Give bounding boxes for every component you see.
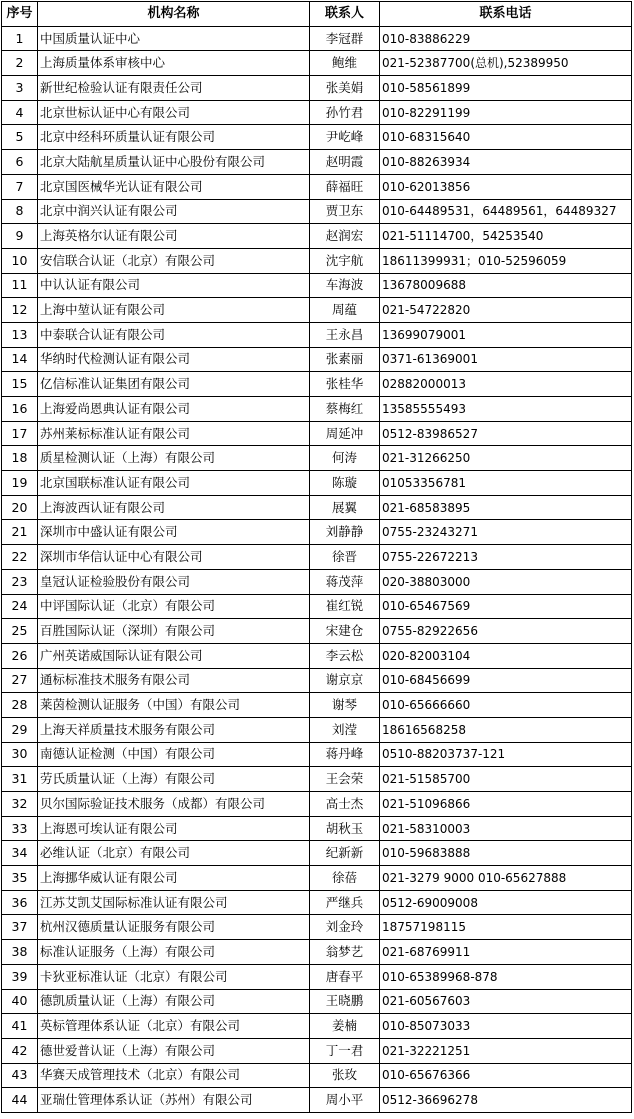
header-number: 序号 xyxy=(2,2,38,27)
contact-person: 谢琴 xyxy=(310,693,380,718)
organization-name: 上海恩可埃认证有限公司 xyxy=(38,816,310,841)
contact-person: 尹屹峰 xyxy=(310,125,380,150)
table-row xyxy=(2,742,632,767)
row-number: 16 xyxy=(2,397,38,422)
organization-name: 百胜国际认证（深圳）有限公司 xyxy=(38,619,310,644)
contact-phone: 021-51096866 xyxy=(380,792,632,817)
organization-name: 必维认证（北京）有限公司 xyxy=(38,841,310,866)
contact-person: 鲍维 xyxy=(310,51,380,76)
table-row xyxy=(2,545,632,570)
contact-person: 崔红锐 xyxy=(310,594,380,619)
organization-name: 亿信标准认证集团有限公司 xyxy=(38,372,310,397)
table-row xyxy=(2,866,632,891)
contact-person: 展翼 xyxy=(310,495,380,520)
contact-person: 翁梦艺 xyxy=(310,940,380,965)
table-row xyxy=(2,964,632,989)
row-number: 11 xyxy=(2,273,38,298)
table-row xyxy=(2,1014,632,1039)
table-row xyxy=(2,569,632,594)
contact-phone: 0512-36696278 xyxy=(380,1088,632,1113)
table-row xyxy=(2,224,632,249)
contact-person: 宋建仓 xyxy=(310,619,380,644)
row-number: 26 xyxy=(2,643,38,668)
contact-phone: 010-82291199 xyxy=(380,100,632,125)
contact-phone: 021-60567603 xyxy=(380,989,632,1014)
contact-person: 陈璇 xyxy=(310,471,380,496)
row-number: 17 xyxy=(2,421,38,446)
contact-person: 蔡梅红 xyxy=(310,397,380,422)
row-number: 34 xyxy=(2,841,38,866)
table-row xyxy=(2,841,632,866)
organization-name: 上海天祥质量技术服务有限公司 xyxy=(38,717,310,742)
table-row xyxy=(2,273,632,298)
table-row xyxy=(2,767,632,792)
table-row xyxy=(2,668,632,693)
organization-name: 德世爱普认证（上海）有限公司 xyxy=(38,1038,310,1063)
contact-phone: 18611399931；010-52596059 xyxy=(380,248,632,273)
row-number: 27 xyxy=(2,668,38,693)
organization-name: 中评国际认证（北京）有限公司 xyxy=(38,594,310,619)
row-number: 14 xyxy=(2,347,38,372)
row-number: 20 xyxy=(2,495,38,520)
row-number: 39 xyxy=(2,964,38,989)
organization-name: 深圳市华信认证中心有限公司 xyxy=(38,545,310,570)
contact-phone: 010-65666660 xyxy=(380,693,632,718)
contact-person: 刘滢 xyxy=(310,717,380,742)
contact-person: 周蕴 xyxy=(310,298,380,323)
contact-phone: 0755-23243271 xyxy=(380,520,632,545)
contact-person: 张玫 xyxy=(310,1063,380,1088)
contact-phone: 0755-82922656 xyxy=(380,619,632,644)
contact-phone: 021-51114700，54253540 xyxy=(380,224,632,249)
organization-name: 英标管理体系认证（北京）有限公司 xyxy=(38,1014,310,1039)
table-row xyxy=(2,717,632,742)
contact-person: 刘静静 xyxy=(310,520,380,545)
row-number: 7 xyxy=(2,174,38,199)
row-number: 4 xyxy=(2,100,38,125)
table-row xyxy=(2,890,632,915)
row-number: 25 xyxy=(2,619,38,644)
organization-name: 上海爱尚恩典认证有限公司 xyxy=(38,397,310,422)
table-body xyxy=(2,26,632,1112)
contact-phone: 18757198115 xyxy=(380,915,632,940)
row-number: 21 xyxy=(2,520,38,545)
table-row xyxy=(2,816,632,841)
table-header xyxy=(2,2,632,27)
contact-phone: 021-3279 9000 010-65627888 xyxy=(380,866,632,891)
row-number: 9 xyxy=(2,224,38,249)
contact-phone: 010-59683888 xyxy=(380,841,632,866)
contact-phone: 18616568258 xyxy=(380,717,632,742)
row-number: 8 xyxy=(2,199,38,224)
row-number: 31 xyxy=(2,767,38,792)
contact-person: 周延冲 xyxy=(310,421,380,446)
organization-name: 上海英格尔认证有限公司 xyxy=(38,224,310,249)
row-number: 41 xyxy=(2,1014,38,1039)
contact-person: 沈宇航 xyxy=(310,248,380,273)
organization-name: 新世纪检验认证有限责任公司 xyxy=(38,76,310,101)
table-row xyxy=(2,643,632,668)
row-number: 44 xyxy=(2,1088,38,1113)
contact-person: 李冠群 xyxy=(310,26,380,51)
contact-person: 车海波 xyxy=(310,273,380,298)
organization-name: 质星检测认证（上海）有限公司 xyxy=(38,446,310,471)
organization-name: 上海中堃认证有限公司 xyxy=(38,298,310,323)
contact-person: 谢京京 xyxy=(310,668,380,693)
table-row xyxy=(2,594,632,619)
organization-name: 北京世标认证中心有限公司 xyxy=(38,100,310,125)
organization-name: 苏州莱标标准认证有限公司 xyxy=(38,421,310,446)
row-number: 36 xyxy=(2,890,38,915)
organization-name: 卡狄亚标准认证（北京）有限公司 xyxy=(38,964,310,989)
contact-phone: 010-88263934 xyxy=(380,150,632,175)
contact-person: 蒋茂萍 xyxy=(310,569,380,594)
row-number: 35 xyxy=(2,866,38,891)
table-row xyxy=(2,421,632,446)
contact-phone: 021-68769911 xyxy=(380,940,632,965)
contact-person: 周小平 xyxy=(310,1088,380,1113)
organization-name: 北京国联标准认证有限公司 xyxy=(38,471,310,496)
contact-phone: 010-58561899 xyxy=(380,76,632,101)
contact-person: 徐晋 xyxy=(310,545,380,570)
contact-phone: 010-68315640 xyxy=(380,125,632,150)
organization-name: 北京大陆航星质量认证中心股份有限公司 xyxy=(38,150,310,175)
contact-person: 姜楠 xyxy=(310,1014,380,1039)
table-row xyxy=(2,520,632,545)
row-number: 5 xyxy=(2,125,38,150)
row-number: 12 xyxy=(2,298,38,323)
contact-phone: 021-58310003 xyxy=(380,816,632,841)
contact-person: 王永昌 xyxy=(310,322,380,347)
organization-name: 劳氏质量认证（上海）有限公司 xyxy=(38,767,310,792)
table-row xyxy=(2,76,632,101)
contact-phone: 010-64489531，64489561，64489327 xyxy=(380,199,632,224)
table-row xyxy=(2,372,632,397)
row-number: 1 xyxy=(2,26,38,51)
organization-name: 上海波西认证有限公司 xyxy=(38,495,310,520)
contact-phone: 021-68583895 xyxy=(380,495,632,520)
row-number: 18 xyxy=(2,446,38,471)
contact-phone: 13585555493 xyxy=(380,397,632,422)
contact-phone: 0755-22672213 xyxy=(380,545,632,570)
table-row xyxy=(2,248,632,273)
row-number: 13 xyxy=(2,322,38,347)
row-number: 15 xyxy=(2,372,38,397)
organization-name: 江苏艾凯艾国际标准认证有限公司 xyxy=(38,890,310,915)
organization-name: 上海质量体系审核中心 xyxy=(38,51,310,76)
organization-name: 莱茵检测认证服务（中国）有限公司 xyxy=(38,693,310,718)
row-number: 3 xyxy=(2,76,38,101)
table-row xyxy=(2,100,632,125)
contact-person: 胡秋玉 xyxy=(310,816,380,841)
table-row xyxy=(2,989,632,1014)
header-phone: 联系电话 xyxy=(380,2,632,27)
organization-name: 中认认证有限公司 xyxy=(38,273,310,298)
contact-person: 高士杰 xyxy=(310,792,380,817)
contact-person: 李云松 xyxy=(310,643,380,668)
organization-name: 贝尔国际验证技术服务（成都）有限公司 xyxy=(38,792,310,817)
contact-person: 张桂华 xyxy=(310,372,380,397)
organization-name: 北京中经科环质量认证有限公司 xyxy=(38,125,310,150)
table-row xyxy=(2,298,632,323)
contact-person: 贾卫东 xyxy=(310,199,380,224)
contact-phone: 021-54722820 xyxy=(380,298,632,323)
contact-phone: 13699079001 xyxy=(380,322,632,347)
table-row xyxy=(2,495,632,520)
contact-person: 张美娟 xyxy=(310,76,380,101)
table-row xyxy=(2,347,632,372)
row-number: 29 xyxy=(2,717,38,742)
contact-person: 何涛 xyxy=(310,446,380,471)
contact-person: 唐春平 xyxy=(310,964,380,989)
row-number: 19 xyxy=(2,471,38,496)
row-number: 28 xyxy=(2,693,38,718)
row-number: 42 xyxy=(2,1038,38,1063)
organization-name: 南德认证检测（中国）有限公司 xyxy=(38,742,310,767)
contact-phone: 021-51585700 xyxy=(380,767,632,792)
row-number: 30 xyxy=(2,742,38,767)
contact-phone: 010-65467569 xyxy=(380,594,632,619)
organization-name: 华纳时代检测认证有限公司 xyxy=(38,347,310,372)
contact-phone: 0512-83986527 xyxy=(380,421,632,446)
table-row xyxy=(2,940,632,965)
table-row xyxy=(2,397,632,422)
table-row xyxy=(2,1063,632,1088)
contact-phone: 010-68456699 xyxy=(380,668,632,693)
row-number: 32 xyxy=(2,792,38,817)
contact-phone: 021-32221251 xyxy=(380,1038,632,1063)
contact-phone: 02882000013 xyxy=(380,372,632,397)
contact-phone: 020-82003104 xyxy=(380,643,632,668)
contact-phone: 010-65676366 xyxy=(380,1063,632,1088)
table-row xyxy=(2,125,632,150)
organization-name: 北京中润兴认证有限公司 xyxy=(38,199,310,224)
table-row xyxy=(2,915,632,940)
row-number: 6 xyxy=(2,150,38,175)
row-number: 43 xyxy=(2,1063,38,1088)
contact-phone: 010-83886229 xyxy=(380,26,632,51)
table-row xyxy=(2,619,632,644)
organization-name: 亚瑞仕管理体系认证（苏州）有限公司 xyxy=(38,1088,310,1113)
certification-agency-table xyxy=(1,1,632,1113)
organization-name: 皇冠认证检验股份有限公司 xyxy=(38,569,310,594)
organization-name: 华赛天成管理技术（北京）有限公司 xyxy=(38,1063,310,1088)
contact-phone: 0371-61369001 xyxy=(380,347,632,372)
row-number: 23 xyxy=(2,569,38,594)
row-number: 10 xyxy=(2,248,38,273)
contact-person: 蒋丹峰 xyxy=(310,742,380,767)
organization-name: 中泰联合认证有限公司 xyxy=(38,322,310,347)
contact-phone: 010-85073033 xyxy=(380,1014,632,1039)
organization-name: 上海挪华威认证有限公司 xyxy=(38,866,310,891)
table-row xyxy=(2,199,632,224)
table-row xyxy=(2,322,632,347)
contact-person: 王晓鹏 xyxy=(310,989,380,1014)
contact-person: 刘金玲 xyxy=(310,915,380,940)
contact-phone: 010-62013856 xyxy=(380,174,632,199)
contact-person: 丁一君 xyxy=(310,1038,380,1063)
contact-person: 赵润宏 xyxy=(310,224,380,249)
contact-person: 王会荣 xyxy=(310,767,380,792)
header-contact: 联系人 xyxy=(310,2,380,27)
contact-phone: 0512-69009008 xyxy=(380,890,632,915)
contact-person: 张素丽 xyxy=(310,347,380,372)
row-number: 2 xyxy=(2,51,38,76)
contact-phone: 13678009688 xyxy=(380,273,632,298)
organization-name: 杭州汉德质量认证服务有限公司 xyxy=(38,915,310,940)
row-number: 38 xyxy=(2,940,38,965)
row-number: 40 xyxy=(2,989,38,1014)
organization-name: 深圳市中盛认证有限公司 xyxy=(38,520,310,545)
contact-phone: 0510-88203737-121 xyxy=(380,742,632,767)
organization-name: 安信联合认证（北京）有限公司 xyxy=(38,248,310,273)
contact-phone: 01053356781 xyxy=(380,471,632,496)
header-row xyxy=(2,2,632,27)
contact-phone: 020-38803000 xyxy=(380,569,632,594)
row-number: 37 xyxy=(2,915,38,940)
organization-name: 广州英诺威国际认证有限公司 xyxy=(38,643,310,668)
organization-name: 标准认证服务（上海）有限公司 xyxy=(38,940,310,965)
contact-person: 徐蓓 xyxy=(310,866,380,891)
table-row xyxy=(2,51,632,76)
contact-person: 严继兵 xyxy=(310,890,380,915)
table-row xyxy=(2,471,632,496)
contact-phone: 021-52387700(总机),52389950 xyxy=(380,51,632,76)
row-number: 22 xyxy=(2,545,38,570)
row-number: 24 xyxy=(2,594,38,619)
table-row xyxy=(2,1038,632,1063)
contact-person: 薛福旺 xyxy=(310,174,380,199)
table-row xyxy=(2,446,632,471)
table-row xyxy=(2,792,632,817)
row-number: 33 xyxy=(2,816,38,841)
contact-person: 纪新新 xyxy=(310,841,380,866)
organization-name: 德凯质量认证（上海）有限公司 xyxy=(38,989,310,1014)
table-row xyxy=(2,174,632,199)
table-row xyxy=(2,150,632,175)
organization-name: 北京国医械华光认证有限公司 xyxy=(38,174,310,199)
table-row xyxy=(2,26,632,51)
table-row xyxy=(2,693,632,718)
contact-person: 赵明霞 xyxy=(310,150,380,175)
table-row xyxy=(2,1088,632,1113)
contact-person: 孙竹君 xyxy=(310,100,380,125)
organization-name: 通标标准技术服务有限公司 xyxy=(38,668,310,693)
header-organization: 机构名称 xyxy=(38,2,310,27)
contact-phone: 021-31266250 xyxy=(380,446,632,471)
organization-name: 中国质量认证中心 xyxy=(38,26,310,51)
contact-phone: 010-65389968-878 xyxy=(380,964,632,989)
